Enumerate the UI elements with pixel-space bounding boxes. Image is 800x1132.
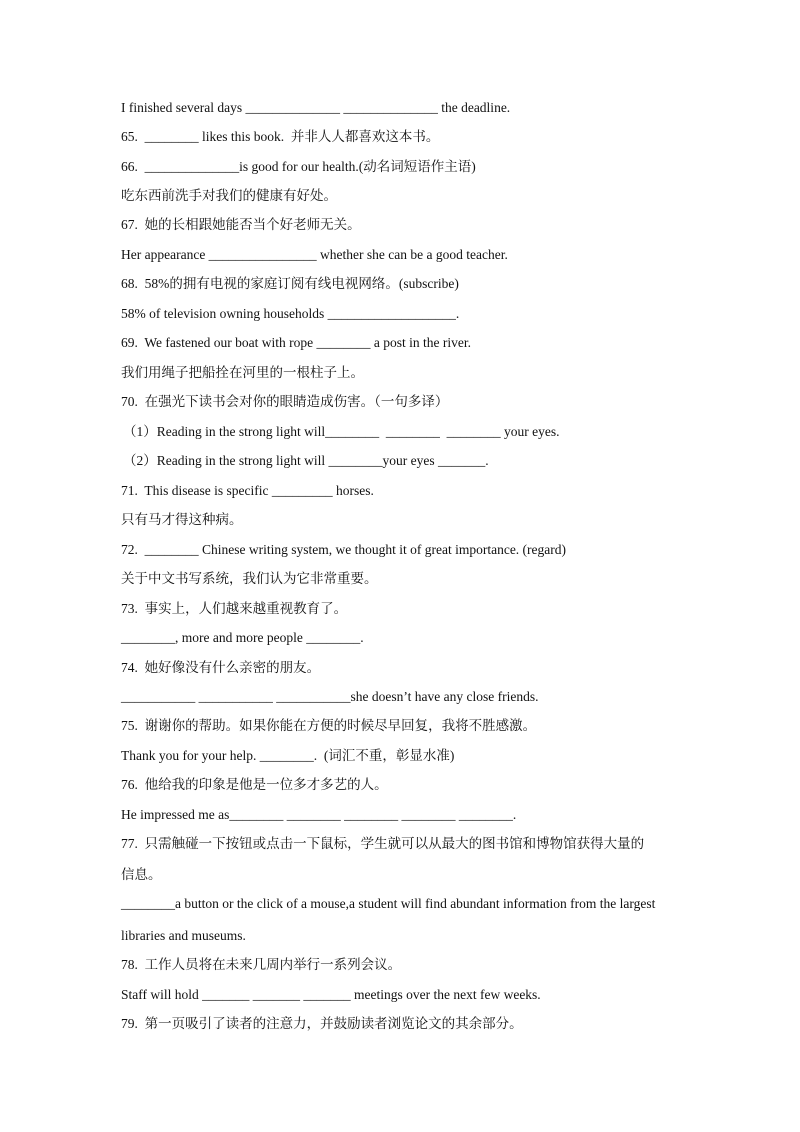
- question-77: 77. 只需触碰一下按钮或点击一下鼠标，学生就可以从最大的图书馆和博物馆获得大量的: [121, 836, 645, 851]
- text-line: 吃东西前洗手对我们的健康有好处。: [121, 188, 337, 203]
- text-line: 信息。: [121, 867, 162, 882]
- text-line: ________, more and more people ________.: [121, 630, 364, 645]
- question-71: 71. This disease is specific _________ horses.: [121, 483, 374, 498]
- text-line: He impressed me as________ ________ ________ ________ ________.: [121, 807, 517, 822]
- text-line: I finished several days ______________ ______________ the deadline.: [121, 100, 511, 115]
- text-line: Thank you for your help. ________. (词汇不重，彰显水准): [121, 748, 455, 763]
- text-line: 关于中文书写系统，我们认为它非常重要。: [121, 571, 378, 586]
- question-66: 66. ______________is good for our health.(动名词短语作主语): [121, 159, 476, 174]
- question-69: 69. We fastened our boat with rope ________ a post in the river.: [121, 335, 471, 350]
- question-73: 73. 事实上，人们越来越重视教育了。: [121, 601, 348, 616]
- text-line: （2）Reading in the strong light will ________your eyes _______.: [123, 453, 489, 468]
- question-68: 68. 58%的拥有电视的家庭订阅有线电视网络。(subscribe): [121, 276, 459, 291]
- text-line: 我们用绳子把船拴在河里的一根柱子上。: [121, 365, 364, 380]
- text-line: 只有马才得这种病。: [121, 512, 243, 527]
- text-line: ___________ ___________ ___________she doesn’t have any close friends.: [121, 689, 539, 704]
- question-74: 74. 她好像没有什么亲密的朋友。: [121, 660, 321, 675]
- question-67: 67. 她的长相跟她能否当个好老师无关。: [121, 217, 361, 232]
- text-line: （1）Reading in the strong light will________ ________ ________ your eyes.: [123, 424, 560, 439]
- question-72: 72. ________ Chinese writing system, we thought it of great importance. (regard): [121, 542, 567, 557]
- question-75: 75. 谢谢你的帮助。如果你能在方便的时候尽早回复，我将不胜感激。: [121, 718, 537, 733]
- question-79: 79. 第一页吸引了读者的注意力，并鼓励读者浏览论文的其余部分。: [121, 1016, 523, 1031]
- question-65: 65. ________ likes this book. 并非人人都喜欢这本书。: [121, 129, 440, 144]
- question-76: 76. 他给我的印象是他是一位多才多艺的人。: [121, 777, 388, 792]
- text-line: 58% of television owning households ___________________.: [121, 306, 460, 321]
- text-line: Staff will hold _______ _______ _______ meetings over the next few weeks.: [121, 987, 541, 1002]
- text-line: ________a button or the click of a mouse,a student will find abundant information from the largest: [121, 896, 656, 911]
- text-line: Her appearance ________________ whether she can be a good teacher.: [121, 247, 508, 262]
- text-line: libraries and museums.: [121, 928, 246, 943]
- question-70: 70. 在强光下读书会对你的眼睛造成伤害。（一句多译）: [121, 394, 449, 409]
- question-78: 78. 工作人员将在未来几周内举行一系列会议。: [121, 957, 402, 972]
